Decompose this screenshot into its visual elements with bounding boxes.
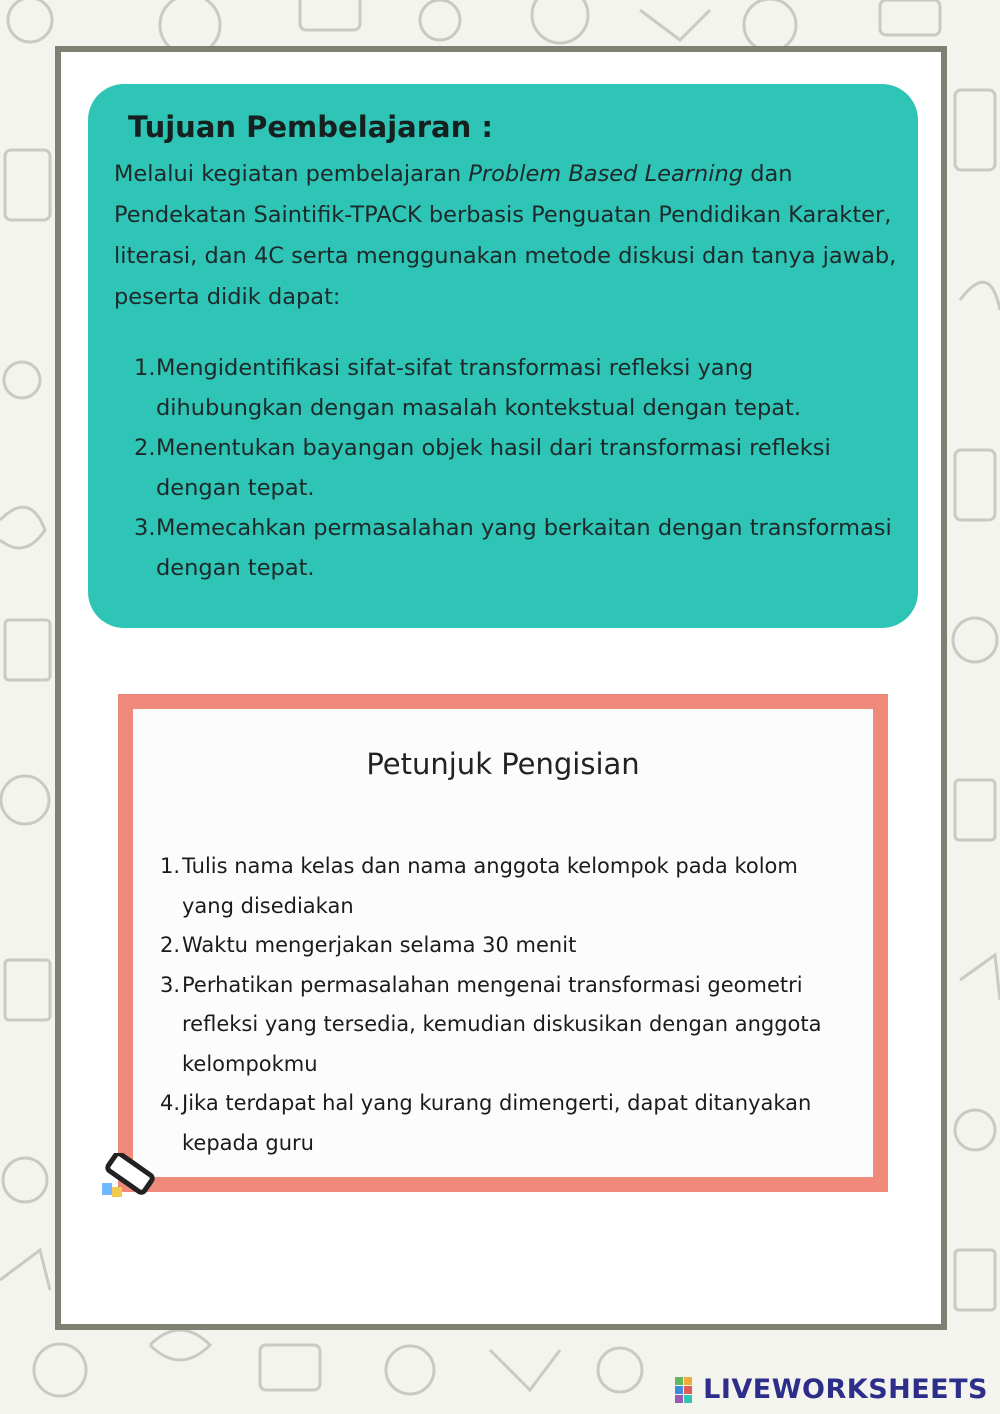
objective-text: Menentukan bayangan objek hasil dari transformasi refleksi dengan tepat. [156, 435, 831, 501]
instructions-list [160, 847, 855, 1163]
instruction-item [160, 966, 855, 1085]
objective-number: 3. [134, 515, 156, 541]
intro-text-end: dan Pendekatan Saintifik-TPACK berbasis Penguatan Pendidikan Karakter, literasi, dan 4C serta menggunakan metode diskusi dan tanya jawab, peserta didik dapat: [114, 161, 897, 310]
objectives-intro [108, 154, 898, 318]
pencil-icon [100, 1153, 160, 1203]
intro-text-emphasis: Problem Based Learning [468, 161, 744, 187]
objective-text: Mengidentifikasi sifat-sifat transformasi refleksi yang dihubungkan dengan masalah kontekstual dengan tepat. [156, 355, 802, 421]
instruction-text: Perhatikan permasalahan mengenai transformasi geometri refleksi yang tersedia, kemudian diskusikan dengan anggota kelompokmu [182, 972, 822, 1076]
objectives-list [108, 348, 898, 588]
instruction-item [160, 1084, 855, 1163]
intro-text-start: Melalui kegiatan pembelajaran [114, 161, 469, 187]
objective-text: Memecahkan permasalahan yang berkaitan dengan transformasi dengan tepat. [156, 515, 892, 581]
instruction-item [160, 847, 855, 926]
objectives-title: Tujuan Pembelajaran : [128, 110, 493, 144]
objective-number: 1. [134, 355, 156, 381]
liveworksheets-logo-icon [675, 1377, 701, 1403]
objective-item [134, 508, 898, 588]
instruction-item [160, 926, 855, 966]
instruction-number: 2. [160, 933, 181, 957]
filling-instructions-card [118, 694, 888, 1192]
instruction-text: Tulis nama kelas dan nama anggota kelompok pada kolom yang disediakan [182, 854, 798, 918]
instruction-text: Jika terdapat hal yang kurang dimengerti, dapat ditanyakan kepada guru [182, 1091, 812, 1155]
instruction-text: Waktu mengerjakan selama 30 menit [182, 933, 577, 957]
learning-objectives-card [88, 84, 918, 628]
objective-number: 2. [134, 435, 156, 461]
objective-item [134, 428, 898, 508]
instructions-title: Petunjuk Pengisian [366, 747, 640, 781]
liveworksheets-brand [675, 1374, 988, 1405]
instruction-number: 1. [160, 854, 181, 878]
instruction-number: 3. [160, 972, 181, 997]
brand-name: LIVEWORKSHEETS [703, 1374, 988, 1405]
instruction-number: 4. [160, 1091, 181, 1115]
objective-item [134, 348, 898, 428]
